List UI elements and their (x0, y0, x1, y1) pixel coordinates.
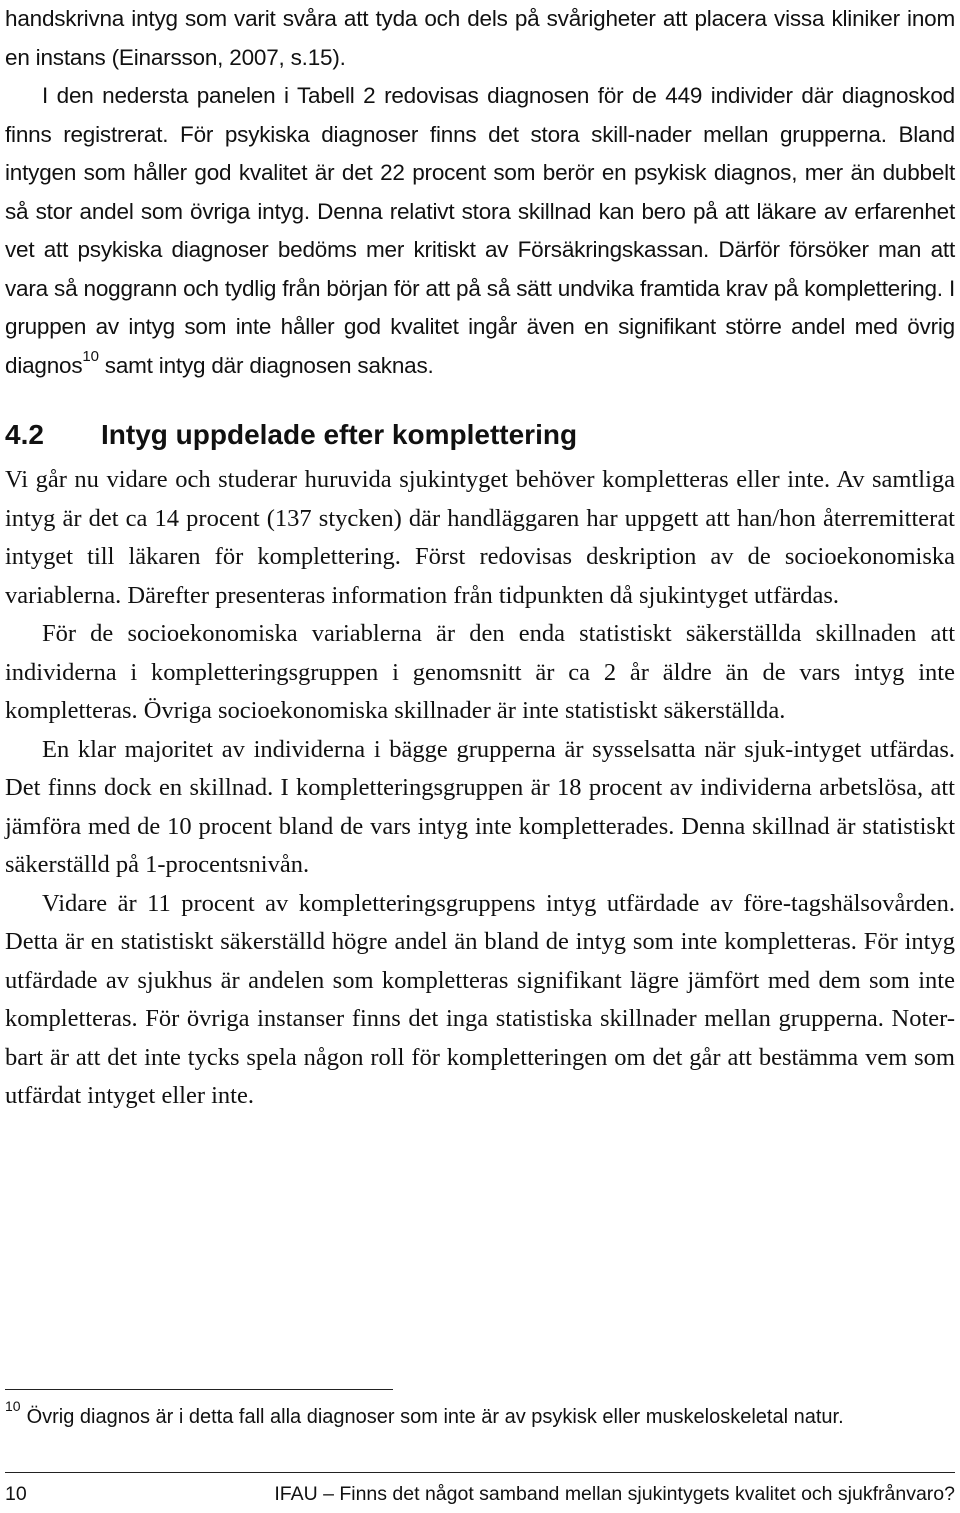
page-footer (5, 1480, 955, 1508)
footnote-divider (5, 1389, 393, 1390)
section-heading (5, 417, 955, 453)
paragraph-diagnosis (5, 0, 955, 385)
paragraph-issuer: Vidare är 11 procent av kompletteringsgruppens intyg utfärdade av före-tagshälsovården. Detta är en statistiskt säkerställd högre andel än bland de intyg som inte kompletteras. För intyg utfärdade av sjukhus är andelen som kompletteras signifikant lägre jämfört med dem som inte kompletteras. För övriga instanser finns det inga statistiska skillnader mellan grupperna. Noter-bart är att det inte tycks spela någon roll för kompletteringen om det går att bestämma vem som utfärdat intyget eller inte. (5, 889, 955, 1109)
paragraph-employment: En klar majoritet av individerna i bägge grupperna är sysselsatta när sjuk-intyget utfärdas. Det finns dock en skillnad. I kompletteringsgruppen är 18 procent av individerna arbetslösa, att jämföra med de 10 procent bland de vars intyg inte kompletterades. Denna skillnad är statistiskt säkerställd på 1-procentsnivån. (5, 735, 955, 878)
paragraph-diagnosis-indented (5, 83, 42, 108)
footnote-number: 10 (5, 1398, 21, 1415)
page-body (5, 0, 955, 1116)
paragraph-diagnosis-main: I den nedersta panelen i Tabell 2 redovisas diagnosen för de 449 individer där diagnoskod finns registrerat. För psykiska diagnoser finns det stora skill-nader mellan grupperna. Bland intygen som håller god kvalitet är det 22 procent som berör en psykisk diagnos, mer än dubbelt så stor andel som övriga intyg. Denna relativt stora skillnad kan bero på att läkare av erfarenhet vet att psykiska diagnoser bedöms mer kritiskt av Försäkringskassan. Därför försöker man att vara så noggrann och tydlig från början för att på så sätt undvika framtida krav på komplettering. (5, 83, 955, 301)
section-title: Intyg uppdelade efter komplettering (101, 419, 578, 450)
section-number: 4.2 (5, 419, 44, 450)
paragraph-socioeconomic: För de socioekonomiska variablerna är den enda statistiskt säkerställda skillnaden att individerna i kompletteringsgruppen i genomsnitt är ca 2 år äldre än de vars intyg inte kompletteras. Övriga socioekonomiska skillnader är inte statistiskt säkerställda. (5, 620, 955, 724)
paragraph-diagnosis-intro: handskrivna intyg som varit svåra att tyda och dels på svårigheter att placera vissa kliniker inom en instans (Einarsson, 2007, s.15). (5, 6, 955, 70)
paragraph-diagnosis-tail: I gruppen av intyg som inte håller god kvalitet ingår även en signifikant större andel med övrig diagnos (5, 275, 955, 378)
paragraph-diagnosis-end: samt intyg där diagnosen saknas. (98, 352, 434, 378)
footnote (5, 1398, 955, 1432)
page-number: 10 (5, 1483, 27, 1505)
paragraph-komplettering-intro: Vi går nu vidare och studerar huruvida sjukintyget behöver kompletteras eller inte. Av samtliga intyg är det ca 14 procent (137 stycken) där handläggaren har uppgett att han/hon återremitterat intyget till läkaren för komplettering. Först redovisas deskription av de socioekonomiska variablerna. Därefter presenteras information från tidpunkten då sjukintyget utfärdas. (5, 466, 955, 609)
footnote-text: Övrig diagnos är i detta fall alla diagnoser som inte är av psykisk eller muskeloskeletal natur. (26, 1406, 844, 1428)
footer-divider (5, 1472, 955, 1473)
running-title: IFAU – Finns det något samband mellan sjukintygets kvalitet och sjukfrånvaro? (274, 1483, 955, 1505)
footnote-reference: 10 (82, 348, 99, 365)
